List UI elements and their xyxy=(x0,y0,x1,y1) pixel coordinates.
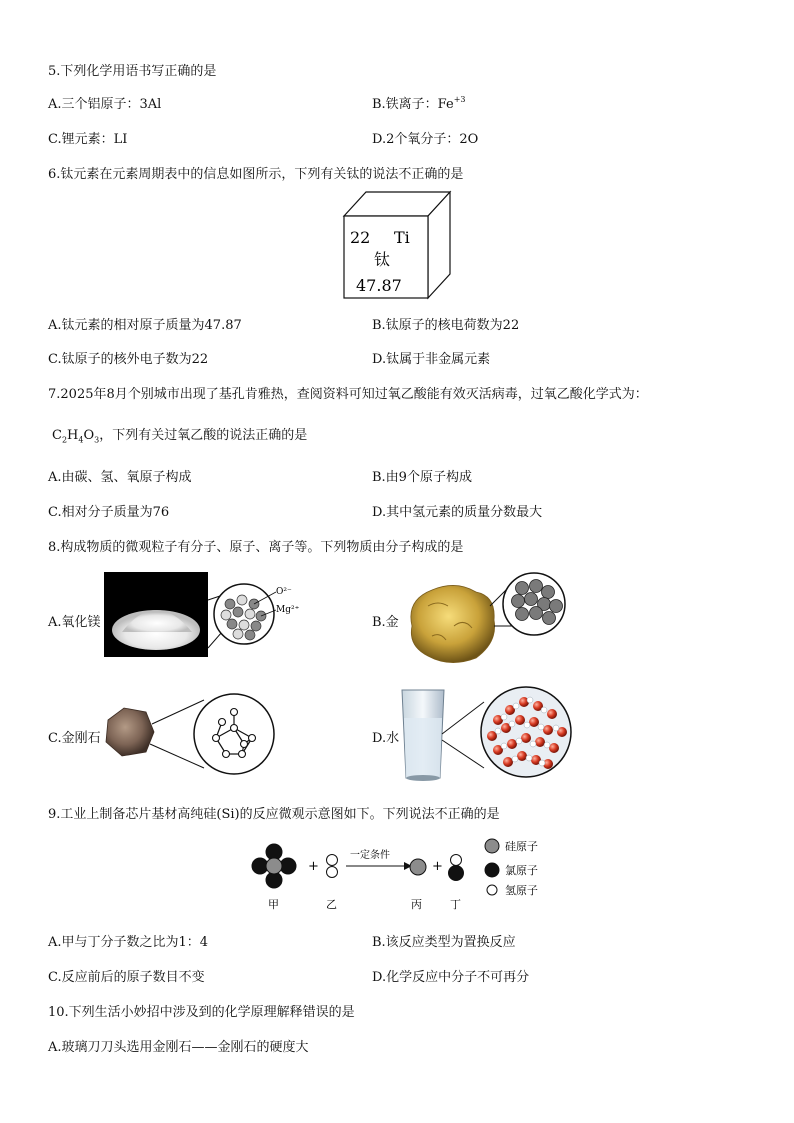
q8-stem: 8.构成物质的微观粒子有分子、原子、离子等。下列物质由分子构成的是 xyxy=(48,540,464,555)
tile-atomic-number: 22 xyxy=(350,228,371,247)
q7-formula xyxy=(52,428,99,443)
q7-option-b: B.由9个原子构成 xyxy=(372,470,472,485)
periodic-tile-figure xyxy=(336,186,460,304)
q8-option-b: B.金 xyxy=(372,615,399,630)
tile-symbol: Ti xyxy=(394,228,410,247)
q6-option-b: B.钛原子的核电荷数为22 xyxy=(372,318,520,333)
q6-option-d: D.钛属于非金属元素 xyxy=(372,352,491,367)
formula-c-sub: 2 xyxy=(61,435,68,445)
q7-stem-line2 xyxy=(48,424,307,445)
q10-stem: 10.下列生活小妙招中涉及到的化学原理解释错误的是 xyxy=(48,1005,355,1020)
q5-stem: 5.下列化学用语书写正确的是 xyxy=(48,64,217,79)
q9-option-b: B.该反应类型为置换反应 xyxy=(372,935,516,950)
label-ding: 丁 xyxy=(450,898,461,911)
magnesium-oxide-figure xyxy=(104,570,304,660)
formula-h: H xyxy=(67,428,79,443)
tile-mass: 47.87 xyxy=(356,276,402,295)
formula-c: C xyxy=(52,428,62,443)
gold-figure xyxy=(398,566,578,672)
q7-option-c: C.相对分子质量为76 xyxy=(48,505,170,520)
q9-option-a: A.甲与丁分子数之比为1：4 xyxy=(48,935,209,950)
plus-sign-1: + xyxy=(308,859,319,874)
formula-o-sub: 3 xyxy=(94,435,100,445)
q6-option-a: A.钛元素的相对原子质量为47.87 xyxy=(48,318,242,333)
formula-o: O xyxy=(83,428,95,443)
label-jia: 甲 xyxy=(268,898,279,911)
reaction-diagram xyxy=(246,832,556,914)
q6-option-c: C.钛原子的核外电子数为22 xyxy=(48,352,209,367)
legend-hydrogen: 氢原子 xyxy=(505,884,538,897)
q5-option-c: C.锂元素：LI xyxy=(48,132,128,147)
q5-option-b-text: B.铁离子：Fe xyxy=(372,97,454,112)
q8-option-c: C.金刚石 xyxy=(48,731,101,746)
q8-option-d: D.水 xyxy=(372,731,400,746)
oxide-ion-label: O²⁻ xyxy=(276,587,292,597)
q5-option-d: D.2个氧分子：2O xyxy=(372,132,479,147)
tile-name: 钛 xyxy=(374,250,391,269)
formula-h-sub: 4 xyxy=(78,435,84,445)
q9-option-d: D.化学反应中分子不可再分 xyxy=(372,970,530,985)
q6-stem: 6.钛元素在元素周期表中的信息如图所示，下列有关钛的说法不正确的是 xyxy=(48,167,464,182)
reaction-condition: 一定条件 xyxy=(350,850,390,861)
magnesium-ion-label: Mg²⁺ xyxy=(276,605,300,615)
q5-option-a: A.三个铝原子：3Al xyxy=(48,97,162,112)
q8-option-a: A.氧化镁 xyxy=(48,615,101,630)
legend-silicon: 硅原子 xyxy=(505,840,538,853)
plus-sign-2: + xyxy=(432,859,443,874)
legend-chlorine: 氯原子 xyxy=(505,864,538,877)
q9-option-c: C.反应前后的原子数目不变 xyxy=(48,970,205,985)
q7-option-d: D.其中氢元素的质量分数最大 xyxy=(372,505,543,520)
water-figure xyxy=(398,684,578,786)
q7-stem-tail: ，下列有关过氧乙酸的说法正确的是 xyxy=(99,428,308,443)
diamond-figure xyxy=(104,686,304,782)
q9-stem: 9.工业上制备芯片基材高纯硅(Si)的反应微观示意图如下。下列说法不正确的是 xyxy=(48,807,500,822)
q5-option-b-sup: +3 xyxy=(453,94,466,104)
q5-option-b xyxy=(372,93,466,112)
label-bing: 丙 xyxy=(411,898,422,911)
q7-stem-line1: 7.2025年8月个别城市出现了基孔肯雅热，查阅资料可知过氧乙酸能有效灭活病毒，过氧乙酸化学式为： xyxy=(48,387,648,402)
q10-option-a: A.玻璃刀刀头选用金刚石——金刚石的硬度大 xyxy=(48,1040,309,1055)
label-yi: 乙 xyxy=(326,898,337,911)
q7-option-a: A.由碳、氢、氧原子构成 xyxy=(48,470,192,485)
